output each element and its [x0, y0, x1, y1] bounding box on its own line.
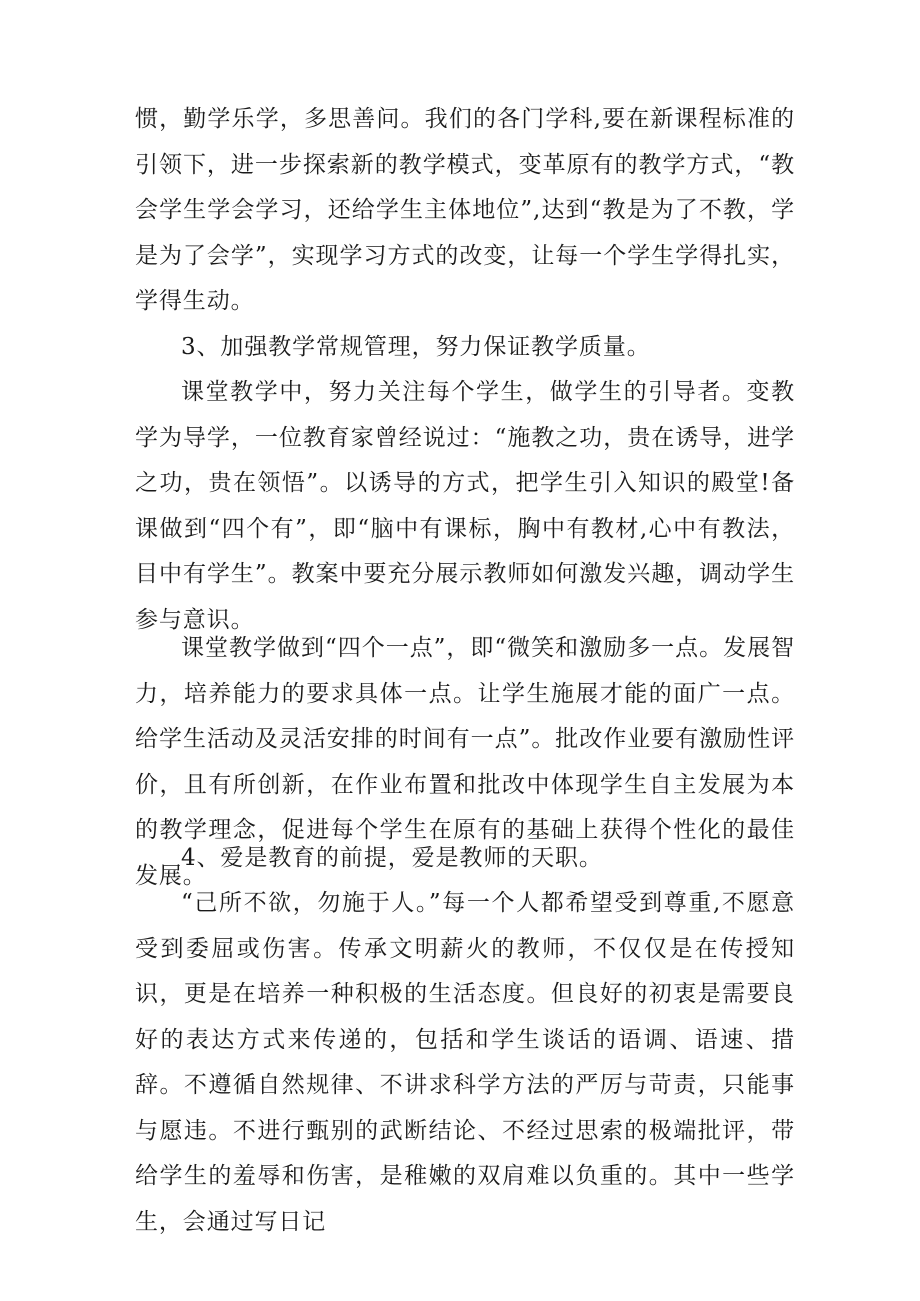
- paragraph-respect: “己所不欲，勿施于人。”每一个人都希望受到尊重,不愿意受到委屈或伤害。传承文明薪火的教师，不仅仅是在传授知识，更是在培养一种积极的生活态度。但良好的初衷是需要良好的表达方式来传递的，包括和学生谈话的语调、语速、措辞。不遵循自然规律、不讲求科学方法的严厉与苛责，只能事与愿违。不进行甄别的武断结论、不经过思索的极端批评，带给学生的羞辱和伤害，是稚嫩的双肩难以负重的。其中一些学生，会通过写日记: [135, 890, 795, 1235]
- paragraph-four-points: 课堂教学做到“四个一点”，即“微笑和激励多一点。发展智力，培养能力的要求具体一点。让学生施展才能的面广一点。给学生活动及灵活安排的时间有一点”。批改作业要有激励性评价，且有所创新，在作业布置和批改中体现学生自主发展为本的教学理念，促进每个学生在原有的基础上获得个性化的最佳发展。: [135, 635, 795, 889]
- section-heading-4: 4、爱是教育的前提，爱是教师的天职。: [181, 845, 603, 871]
- paragraph-classroom-guidance: 课堂教学中，努力关注每个学生，做学生的引导者。变教学为导学，一位教育家曾经说过：“施教之功，贵在诱导，进学之功，贵在领悟”。以诱导的方式，把学生引入知识的殿堂!备课做到“四个有”，即“脑中有课标，胸中有教材,心中有教法，目中有学生”。教案中要充分展示教师如何激发兴趣，调动学生参与意识。: [135, 379, 795, 633]
- paragraph-continuation: 惯，勤学乐学，多思善问。我们的各门学科,要在新课程标准的引领下，进一步探索新的教学模式，变革原有的教学方式，“教会学生学会学习，还给学生主体地位”,达到“教是为了不教，学是为了会学”，实现学习方式的改变，让每一个学生学得扎实，学得生动。: [135, 106, 795, 314]
- section-heading-3: 3、加强教学常规管理，努力保证教学质量。: [181, 334, 651, 360]
